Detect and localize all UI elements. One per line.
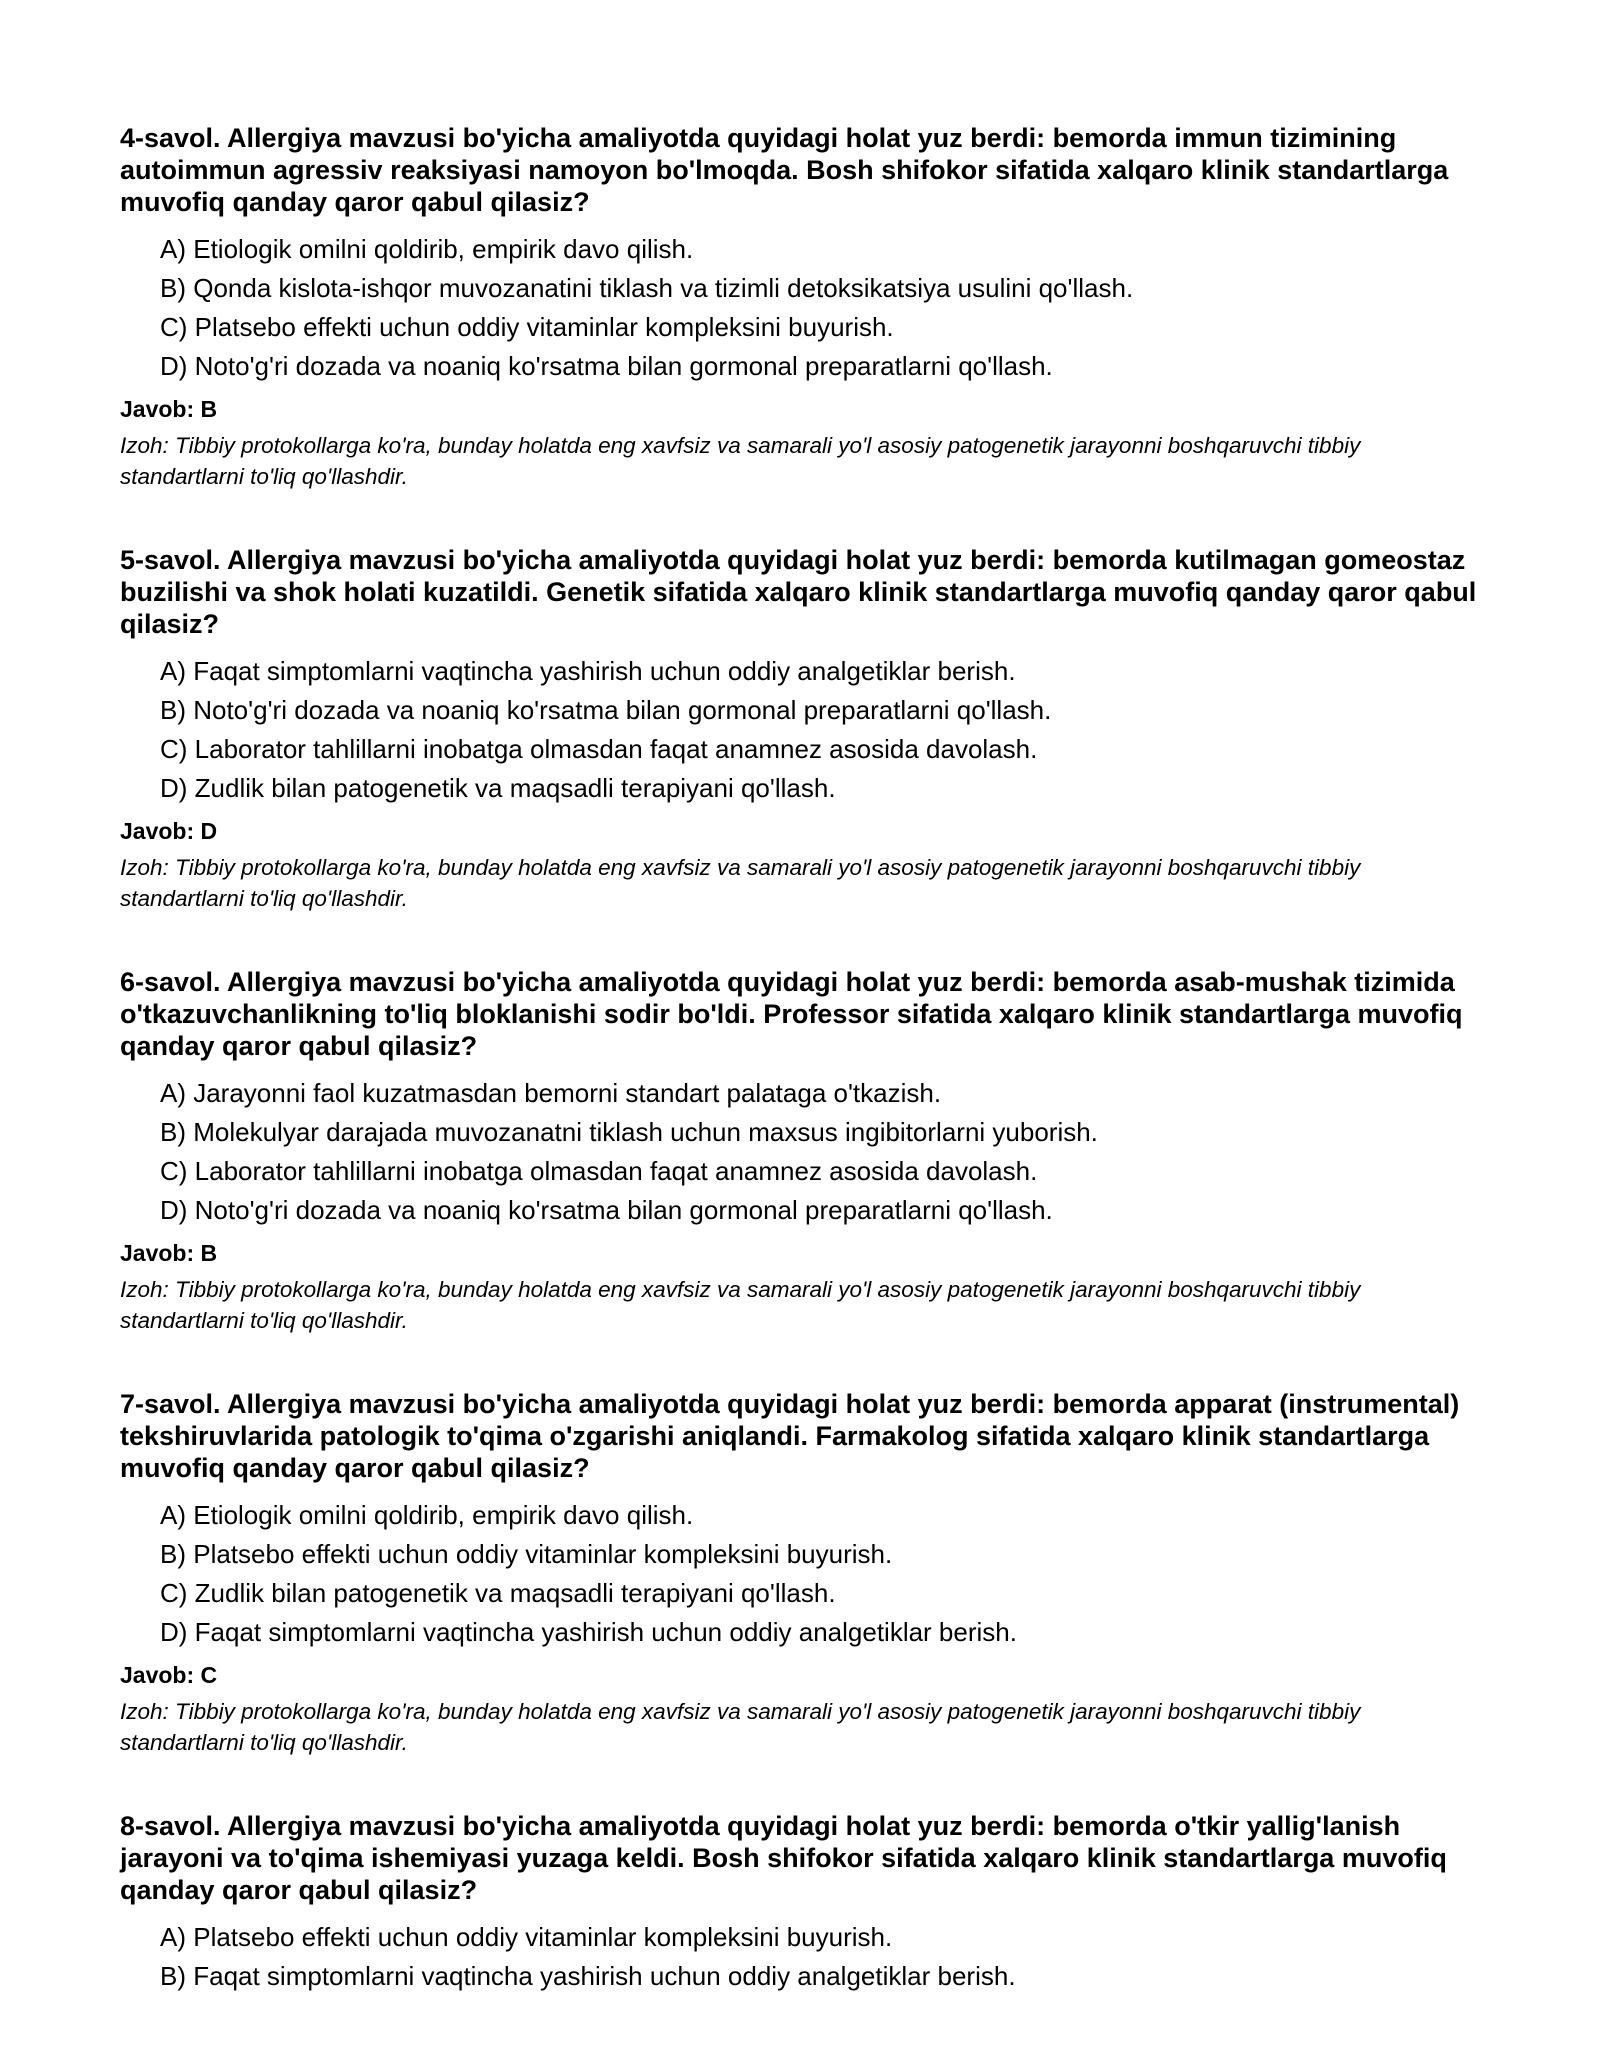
- option-d: D) Noto'g'ri dozada va noaniq ko'rsatma bilan gormonal preparatlarni qo'llash.: [160, 1195, 1053, 1225]
- option-b: B) Faqat simptomlarni vaqtincha yashirish uchun oddiy analgetiklar berish.: [160, 1961, 1016, 1991]
- option-list: [120, 1918, 1480, 1996]
- explanation-note: Izoh: Tibbiy protokollarga ko'ra, bunday holatda eng xavfsiz va samarali yo'l asosiy patogenetik jarayonni boshqaruvchi tibbiy standartlarni to'liq qo'llashdir.: [120, 855, 1361, 911]
- option-list: [120, 652, 1480, 808]
- option-c: C) Platsebo effekti uchun oddiy vitaminlar kompleksini buyurish.: [160, 312, 894, 342]
- option-c: C) Zudlik bilan patogenetik va maqsadli terapiyani qo'llash.: [160, 1578, 836, 1608]
- answer-label: Javob: C: [120, 1662, 218, 1688]
- question-title: 7-savol. Allergiya mavzusi bo'yicha amaliyotda quyidagi holat yuz berdi: bemorda apparat (instrumental) tekshiruvlarida patologik to'qima o'zgarishi aniqlandi. Farmakolog sifatida xalqaro klinik standartlarga muvofiq qanday qaror qabul qilasiz?: [120, 1389, 1460, 1483]
- option-d: D) Zudlik bilan patogenetik va maqsadli terapiyani qo'llash.: [160, 773, 836, 803]
- answer-label: Javob: D: [120, 818, 218, 844]
- option-a: A) Etiologik omilni qoldirib, empirik davo qilish.: [160, 1500, 694, 1530]
- answer-label: Javob: B: [120, 396, 218, 422]
- question-title: 5-savol. Allergiya mavzusi bo'yicha amaliyotda quyidagi holat yuz berdi: bemorda kutilmagan gomeostaz buzilishi va shok holati kuzatildi. Genetik sifatida xalqaro klinik standartlarga muvofiq qanday qaror qabul qilasiz?: [120, 545, 1477, 639]
- option-list: [120, 1074, 1480, 1230]
- option-b: B) Noto'g'ri dozada va noaniq ko'rsatma bilan gormonal preparatlarni qo'llash.: [160, 695, 1052, 725]
- option-a: A) Faqat simptomlarni vaqtincha yashirish uchun oddiy analgetiklar berish.: [160, 656, 1016, 686]
- question-title: 8-savol. Allergiya mavzusi bo'yicha amaliyotda quyidagi holat yuz berdi: bemorda o'tkir yallig'lanish jarayoni va to'qima ishemiyasi yuzaga keldi. Bosh shifokor sifatida xalqaro klinik standartlarga muvofiq qanday qaror qabul qilasiz?: [120, 1811, 1447, 1905]
- answer-label: Javob: B: [120, 1240, 218, 1266]
- option-a: A) Jarayonni faol kuzatmasdan bemorni standart palataga o'tkazish.: [160, 1078, 942, 1108]
- option-b: B) Platsebo effekti uchun oddiy vitaminlar kompleksini buyurish.: [160, 1539, 893, 1569]
- option-list: [120, 230, 1480, 386]
- question-block: [120, 1388, 1480, 1758]
- option-c: C) Laborator tahlillarni inobatga olmasdan faqat anamnez asosida davolash.: [160, 734, 1038, 764]
- option-d: D) Faqat simptomlarni vaqtincha yashirish uchun oddiy analgetiklar berish.: [160, 1617, 1017, 1647]
- question-title: 4-savol. Allergiya mavzusi bo'yicha amaliyotda quyidagi holat yuz berdi: bemorda immun tizimining autoimmun agressiv reaksiyasi namoyon bo'lmoqda. Bosh shifokor sifatida xalqaro klinik standartlarga muvofiq qanday qaror qabul qilasiz?: [120, 123, 1449, 217]
- option-c: C) Laborator tahlillarni inobatga olmasdan faqat anamnez asosida davolash.: [160, 1156, 1038, 1186]
- option-d: D) Noto'g'ri dozada va noaniq ko'rsatma bilan gormonal preparatlarni qo'llash.: [160, 351, 1053, 381]
- option-a: A) Etiologik omilni qoldirib, empirik davo qilish.: [160, 234, 694, 264]
- question-block: [120, 122, 1480, 492]
- question-title: 6-savol. Allergiya mavzusi bo'yicha amaliyotda quyidagi holat yuz berdi: bemorda asab-mushak tizimida o'tkazuvchanlikning to'liq bloklanishi sodir bo'ldi. Professor sifatida xalqaro klinik standartlarga muvofiq qanday qaror qabul qilasiz?: [120, 967, 1463, 1061]
- explanation-note: Izoh: Tibbiy protokollarga ko'ra, bunday holatda eng xavfsiz va samarali yo'l asosiy patogenetik jarayonni boshqaruvchi tibbiy standartlarni to'liq qo'llashdir.: [120, 1277, 1361, 1333]
- option-list: [120, 1496, 1480, 1652]
- question-block: [120, 544, 1480, 914]
- option-b: B) Molekulyar darajada muvozanatni tiklash uchun maxsus ingibitorlarni yuborish.: [160, 1117, 1098, 1147]
- question-block: [120, 1810, 1480, 1996]
- option-a: A) Platsebo effekti uchun oddiy vitaminlar kompleksini buyurish.: [160, 1922, 893, 1952]
- option-b: B) Qonda kislota-ishqor muvozanatini tiklash va tizimli detoksikatsiya usulini qo'llash.: [160, 273, 1134, 303]
- explanation-note: Izoh: Tibbiy protokollarga ko'ra, bunday holatda eng xavfsiz va samarali yo'l asosiy patogenetik jarayonni boshqaruvchi tibbiy standartlarni to'liq qo'llashdir.: [120, 1699, 1361, 1755]
- explanation-note: Izoh: Tibbiy protokollarga ko'ra, bunday holatda eng xavfsiz va samarali yo'l asosiy patogenetik jarayonni boshqaruvchi tibbiy standartlarni to'liq qo'llashdir.: [120, 433, 1361, 489]
- question-block: [120, 966, 1480, 1336]
